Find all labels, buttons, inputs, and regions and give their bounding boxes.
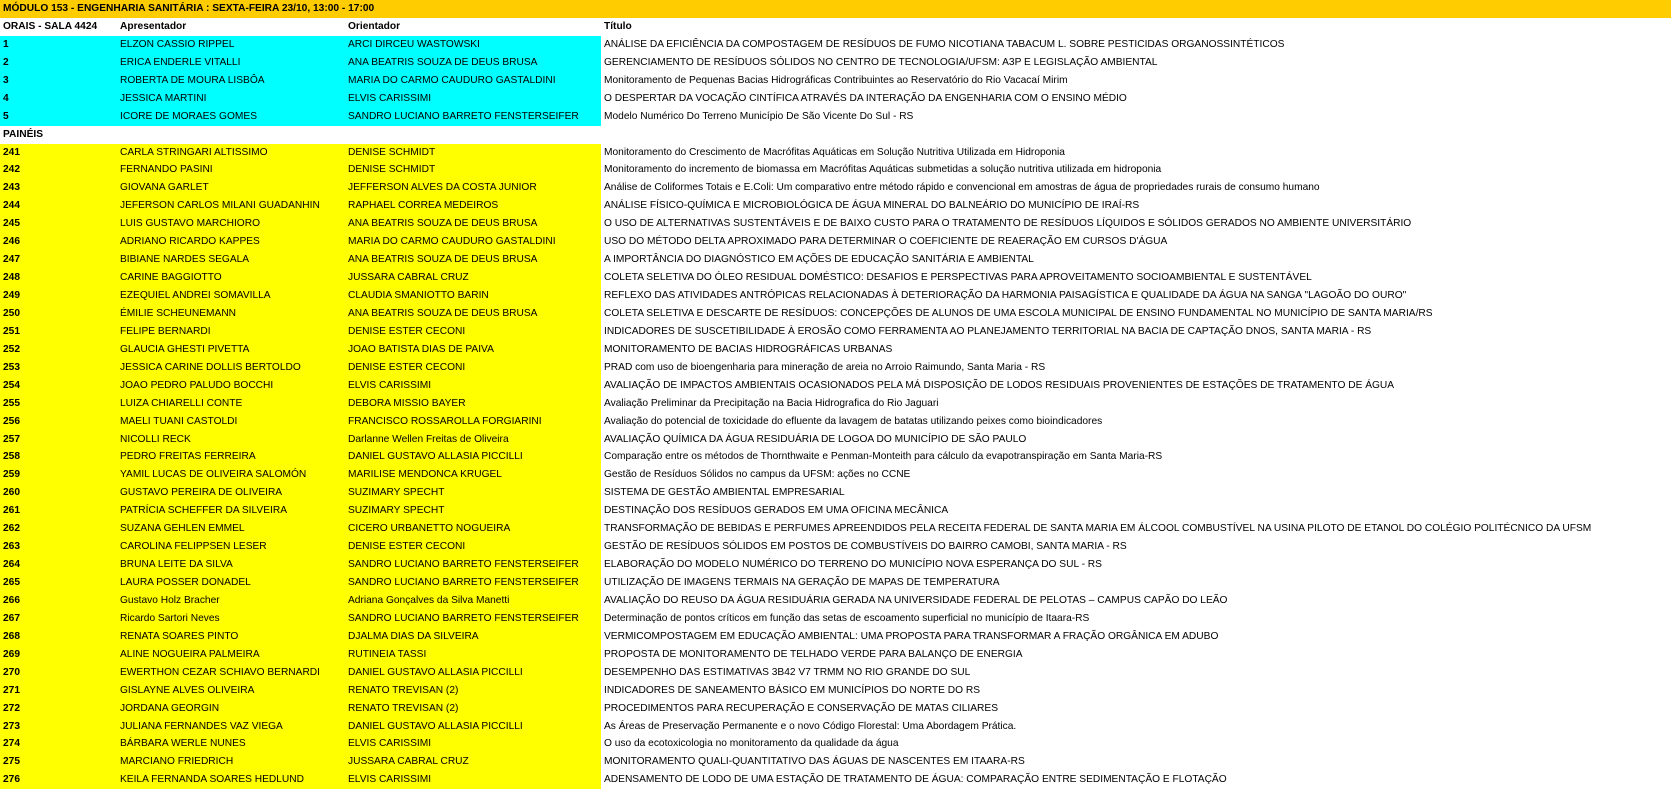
title-cell: Monitoramento de Pequenas Bacias Hidrográficas Contribuintes ao Reservatório do Rio Vacacaí Mirim [604, 74, 1068, 86]
row-number: 5 [0, 108, 117, 126]
row-number: 4 [0, 90, 117, 108]
presenter-cell: JULIANA FERNANDES VAZ VIEGA [117, 718, 345, 736]
presenter-cell: ROBERTA DE MOURA LISBÔA [117, 72, 345, 90]
table-row [0, 718, 1671, 736]
table-row [0, 54, 1671, 72]
presenter-cell: JOAO PEDRO PALUDO BOCCHI [117, 377, 345, 395]
table-row [0, 771, 1671, 789]
row-number: 1 [0, 36, 117, 54]
row-number: 246 [0, 233, 117, 251]
row-number: 258 [0, 448, 117, 466]
table-row [0, 341, 1671, 359]
table-row [0, 144, 1671, 162]
presenter-cell: GUSTAVO PEREIRA DE OLIVEIRA [117, 484, 345, 502]
table-row [0, 466, 1671, 484]
header-session: ORAIS - SALA 4424 [3, 20, 98, 32]
title-cell: GERENCIAMENTO DE RESÍDUOS SÓLIDOS NO CENTRO DE TECNOLOGIA/UFSM: A3P E LEGISLAÇÃO AMBIENTAL [604, 56, 1158, 68]
module-title-row [0, 0, 1671, 18]
presenter-cell: FERNANDO PASINI [117, 161, 345, 179]
title-cell: O DESPERTAR DA VOCAÇÃO CINTÍFICA ATRAVÉS DA INTERAÇÃO DA ENGENHARIA COM O ENSINO MÉDIO [604, 92, 1127, 104]
advisor-cell: ELVIS CARISSIMI [345, 377, 601, 395]
advisor-cell: ELVIS CARISSIMI [345, 735, 601, 753]
title-cell: Gestão de Resíduos Sólidos no campus da UFSM: ações no CCNE [604, 469, 911, 481]
panels-section-row [0, 126, 1671, 144]
presenter-cell: KEILA FERNANDA SOARES HEDLUND [117, 771, 345, 789]
presenter-cell: CARLA STRINGARI ALTISSIMO [117, 144, 345, 162]
row-number: 256 [0, 413, 117, 431]
advisor-cell: CLAUDIA SMANIOTTO BARIN [345, 287, 601, 305]
presenter-cell: BIBIANE NARDES SEGALA [117, 251, 345, 269]
row-number: 266 [0, 592, 117, 610]
table-row [0, 502, 1671, 520]
title-cell: REFLEXO DAS ATIVIDADES ANTRÓPICAS RELACIONADAS À DETERIORAÇÃO DA HARMONIA PAISAGÍSTICA E QUALIDADE DA ÁGUA NA SANGA "LAGOÃO DO OURO" [604, 290, 1407, 301]
table-row [0, 36, 1671, 54]
advisor-cell: JOAO BATISTA DIAS DE PAIVA [345, 341, 601, 359]
table-row [0, 520, 1671, 538]
table-row [0, 484, 1671, 502]
title-cell: AVALIAÇÃO DO REUSO DA ÁGUA RESIDUÁRIA GERADA NA UNIVERSIDADE FEDERAL DE PELOTAS – CAMPUS CAPÃO DO LEÃO [604, 594, 1228, 606]
title-cell: INDICADORES DE SANEAMENTO BÁSICO EM MUNICÍPIOS DO NORTE DO RS [604, 684, 981, 696]
table-row [0, 251, 1671, 269]
row-number: 262 [0, 520, 117, 538]
row-number: 245 [0, 215, 117, 233]
title-cell: TRANSFORMAÇÃO DE BEBIDAS E PERFUMES APREENDIDOS PELA RECEITA FEDERAL DE SANTA MARIA EM ÁLCOOL COMBUSTÍVEL NA USINA PILOTO DE ETANOL DO COLÉGIO POLITÉCNICO DA UFSM [604, 523, 1592, 535]
presenter-cell: LUIZA CHIARELLI CONTE [117, 395, 345, 413]
table-row [0, 735, 1671, 753]
title-cell: VERMICOMPOSTAGEM EM EDUCAÇÃO AMBIENTAL: UMA PROPOSTA PARA TRANSFORMAR A FRAÇÃO ORGÂNICA EM ADUBO [604, 630, 1219, 642]
title-cell: Comparação entre os métodos de Thornthwaite e Penman-Monteith para cálculo da evapotranspiração em Santa Maria-RS [604, 451, 1163, 463]
presenter-cell: ÉMILIE SCHEUNEMANN [117, 305, 345, 323]
presenter-cell: YAMIL LUCAS DE OLIVEIRA SALOMÓN [117, 466, 345, 484]
presenter-cell: Ricardo Sartori Neves [117, 610, 345, 628]
table-row [0, 753, 1671, 771]
presenter-cell: BRUNA LEITE DA SILVA [117, 556, 345, 574]
advisor-cell: SANDRO LUCIANO BARRETO FENSTERSEIFER [345, 556, 601, 574]
title-cell: GESTÃO DE RESÍDUOS SÓLIDOS EM POSTOS DE COMBUSTÍVEIS DO BAIRRO CAMOBI, SANTA MARIA - RS [604, 541, 1127, 553]
presenter-cell: ICORE DE MORAES GOMES [117, 108, 345, 126]
presenter-cell: LUIS GUSTAVO MARCHIORO [117, 215, 345, 233]
advisor-cell: RENATO TREVISAN (2) [345, 700, 601, 718]
header-advisor: Orientador [348, 20, 401, 32]
presenter-cell: CARINE BAGGIOTTO [117, 269, 345, 287]
title-cell: AVALIAÇÃO DE IMPACTOS AMBIENTAIS OCASIONADOS PELA MÁ DISPOSIÇÃO DE LODOS RESIDUAIS PROVENIENTES DE ESTAÇÕES DE TRATAMENTO DE ÁGUA [604, 379, 1395, 391]
row-number: 247 [0, 251, 117, 269]
table-row [0, 197, 1671, 215]
advisor-cell: ELVIS CARISSIMI [345, 771, 601, 789]
presenter-cell: JORDANA GEORGIN [117, 700, 345, 718]
presenter-cell: NICOLLI RECK [117, 431, 345, 449]
advisor-cell: DENISE ESTER CECONI [345, 359, 601, 377]
presenter-cell: EZEQUIEL ANDREI SOMAVILLA [117, 287, 345, 305]
row-number: 259 [0, 466, 117, 484]
row-number: 267 [0, 610, 117, 628]
advisor-cell: DANIEL GUSTAVO ALLASIA PICCILLI [345, 718, 601, 736]
row-number: 248 [0, 269, 117, 287]
presenter-cell: MAELI TUANI CASTOLDI [117, 413, 345, 431]
table-row [0, 610, 1671, 628]
advisor-cell: SUZIMARY SPECHT [345, 484, 601, 502]
row-number: 270 [0, 664, 117, 682]
title-cell: UTILIZAÇÃO DE IMAGENS TERMAIS NA GERAÇÃO DE MAPAS DE TEMPERATURA [604, 577, 1000, 588]
presenter-cell: EWERTHON CEZAR SCHIAVO BERNARDI [117, 664, 345, 682]
advisor-cell: RENATO TREVISAN (2) [345, 682, 601, 700]
advisor-cell: ELVIS CARISSIMI [345, 90, 601, 108]
presenter-cell: JESSICA CARINE DOLLIS BERTOLDO [117, 359, 345, 377]
row-number: 268 [0, 628, 117, 646]
row-number: 244 [0, 197, 117, 215]
row-number: 263 [0, 538, 117, 556]
advisor-cell: SANDRO LUCIANO BARRETO FENSTERSEIFER [345, 108, 601, 126]
table-row [0, 179, 1671, 197]
title-cell: As Áreas de Preservação Permanente e o novo Código Florestal: Uma Abordagem Prática. [604, 720, 1017, 732]
title-cell: PROPOSTA DE MONITORAMENTO DE TELHADO VERDE PARA BALANÇO DE ENERGIA [604, 648, 1023, 660]
row-number: 254 [0, 377, 117, 395]
title-cell: DESEMPENHO DAS ESTIMATIVAS 3B42 V7 TRMM NO RIO GRANDE DO SUL [604, 666, 971, 678]
presenter-cell: JEFERSON CARLOS MILANI GUADANHIN [117, 197, 345, 215]
row-number: 252 [0, 341, 117, 359]
advisor-cell: JUSSARA CABRAL CRUZ [345, 269, 601, 287]
table-row [0, 108, 1671, 126]
title-cell: Avaliação do potencial de toxicidade do efluente da lavagem de batatas utilizando peixes como bioindicadores [604, 415, 1103, 427]
row-number: 249 [0, 287, 117, 305]
header-presenter: Apresentador [120, 20, 187, 32]
table-row [0, 413, 1671, 431]
title-cell: PROCEDIMENTOS PARA RECUPERAÇÃO E CONSERVAÇÃO DE MATAS CILIARES [604, 702, 998, 714]
row-number: 251 [0, 323, 117, 341]
table-row [0, 72, 1671, 90]
presenter-cell: MARCIANO FRIEDRICH [117, 753, 345, 771]
table-row [0, 592, 1671, 610]
row-number: 253 [0, 359, 117, 377]
presenter-cell: GLAUCIA GHESTI PIVETTA [117, 341, 345, 359]
table-row [0, 646, 1671, 664]
presenter-cell: JESSICA MARTINI [117, 90, 345, 108]
table-row [0, 359, 1671, 377]
row-number: 243 [0, 179, 117, 197]
advisor-cell: SANDRO LUCIANO BARRETO FENSTERSEIFER [345, 574, 601, 592]
title-cell: AVALIAÇÃO QUÍMICA DA ÁGUA RESIDUÁRIA DE LOGOA DO MUNICÍPIO DE SÃO PAULO [604, 433, 1027, 445]
advisor-cell: ANA BEATRIS SOUZA DE DEUS BRUSA [345, 54, 601, 72]
row-number: 273 [0, 718, 117, 736]
row-number: 264 [0, 556, 117, 574]
row-number: 274 [0, 735, 117, 753]
module-title: MÓDULO 153 - ENGENHARIA SANITÁRIA : SEXTA-FEIRA 23/10, 13:00 - 17:00 [3, 3, 375, 14]
presenter-cell: CAROLINA FELIPPSEN LESER [117, 538, 345, 556]
table-row [0, 448, 1671, 466]
advisor-cell: Darlanne Wellen Freitas de Oliveira [345, 431, 601, 449]
title-cell: SISTEMA DE GESTÃO AMBIENTAL EMPRESARIAL [604, 487, 845, 499]
table-row [0, 323, 1671, 341]
table-row [0, 161, 1671, 179]
advisor-cell: DENISE SCHMIDT [345, 144, 601, 162]
title-cell: Monitoramento do incremento de biomassa em Macrófitas Aquáticas submetidas a solução nutritiva utilizada em hidroponia [604, 164, 1162, 176]
title-cell: COLETA SELETIVA DO ÓLEO RESIDUAL DOMÉSTICO: DESAFIOS E PERSPECTIVAS PARA APROVEITAMENTO SOCIOAMBIENTAL E SUSTENTÁVEL [604, 272, 1312, 284]
advisor-cell: CICERO URBANETTO NOGUEIRA [345, 520, 601, 538]
title-cell: Monitoramento do Crescimento de Macrófitas Aquáticas em Solução Nutritiva Utilizada em Hidroponia [604, 146, 1065, 158]
presenter-cell: GIOVANA GARLET [117, 179, 345, 197]
advisor-cell: MARILISE MENDONCA KRUGEL [345, 466, 601, 484]
row-number: 272 [0, 700, 117, 718]
table-row [0, 682, 1671, 700]
title-cell: ANÁLISE DA EFICIÊNCIA DA COMPOSTAGEM DE RESÍDUOS DE FUMO NICOTIANA TABACUM L. SOBRE PESTICIDAS ORGANOSSINTÉTICOS [604, 38, 1285, 50]
presenter-cell: PATRÍCIA SCHEFFER DA SILVEIRA [117, 502, 345, 520]
presenter-cell: Gustavo Holz Bracher [117, 592, 345, 610]
row-number: 250 [0, 305, 117, 323]
table-row [0, 538, 1671, 556]
title-cell: PRAD com uso de bioengenharia para mineração de areia no Arroio Raimundo, Santa Maria - RS [604, 361, 1046, 373]
table-row [0, 574, 1671, 592]
title-cell: A IMPORTÂNCIA DO DIAGNÓSTICO EM AÇÕES DE EDUCAÇÃO SANITÁRIA E AMBIENTAL [604, 254, 1034, 266]
advisor-cell: DENISE ESTER CECONI [345, 323, 601, 341]
header-title: Título [604, 20, 632, 32]
row-number: 255 [0, 395, 117, 413]
title-cell: MONITORAMENTO DE BACIAS HIDROGRÁFICAS URBANAS [604, 343, 893, 355]
presenter-cell: ALINE NOGUEIRA PALMEIRA [117, 646, 345, 664]
presenter-cell: FELIPE BERNARDI [117, 323, 345, 341]
advisor-cell: ANA BEATRIS SOUZA DE DEUS BRUSA [345, 251, 601, 269]
advisor-cell: ARCI DIRCEU WASTOWSKI [345, 36, 601, 54]
advisor-cell: JEFFERSON ALVES DA COSTA JUNIOR [345, 179, 601, 197]
title-cell: ANÁLISE FÍSICO-QUÍMICA E MICROBIOLÓGICA DE ÁGUA MINERAL DO BALNEÁRIO DO MUNICÍPIO DE IRAÍ-RS [604, 200, 1140, 212]
advisor-cell: DANIEL GUSTAVO ALLASIA PICCILLI [345, 664, 601, 682]
advisor-cell: SANDRO LUCIANO BARRETO FENSTERSEIFER [345, 610, 601, 628]
presenter-cell: ADRIANO RICARDO KAPPES [117, 233, 345, 251]
row-number: 3 [0, 72, 117, 90]
table-row [0, 556, 1671, 574]
table-row [0, 269, 1671, 287]
title-cell: Análise de Coliformes Totais e E.Coli: Um comparativo entre método rápido e convencional em amostras de água de propriedades rurais de consumo humano [604, 182, 1320, 194]
advisor-cell: ANA BEATRIS SOUZA DE DEUS BRUSA [345, 215, 601, 233]
row-number: 265 [0, 574, 117, 592]
table-row [0, 287, 1671, 305]
title-cell: INDICADORES DE SUSCETIBILIDADE À EROSÃO COMO FERRAMENTA AO PLANEJAMENTO TERRITORIAL NA BACIA DE CAPTAÇÃO DNOS, SANTA MARIA - RS [604, 325, 1372, 337]
panels-section-label: PAINÉIS [3, 128, 44, 140]
advisor-cell: RAPHAEL CORREA MEDEIROS [345, 197, 601, 215]
advisor-cell: DANIEL GUSTAVO ALLASIA PICCILLI [345, 448, 601, 466]
row-number: 275 [0, 753, 117, 771]
advisor-cell: FRANCISCO ROSSAROLLA FORGIARINI [345, 413, 601, 431]
row-number: 260 [0, 484, 117, 502]
title-cell: MONITORAMENTO QUALI-QUANTITATIVO DAS ÁGUAS DE NASCENTES EM ITAARA-RS [604, 756, 1025, 768]
table-row [0, 233, 1671, 251]
title-cell: ADENSAMENTO DE LODO DE UMA ESTAÇÃO DE TRATAMENTO DE ÁGUA: COMPARAÇÃO ENTRE SEDIMENTAÇÃO E FLOTAÇÃO [604, 774, 1227, 786]
presenter-cell: BÁRBARA WERLE NUNES [117, 735, 345, 753]
advisor-cell: MARIA DO CARMO CAUDURO GASTALDINI [345, 72, 601, 90]
title-cell: Modelo Numérico Do Terreno Município De São Vicente Do Sul - RS [604, 110, 914, 122]
table-row [0, 215, 1671, 233]
title-cell: COLETA SELETIVA E DESCARTE DE RESÍDUOS: CONCEPÇÕES DE ALUNOS DE UMA ESCOLA MUNICIPAL DE ENSINO FUNDAMENTAL NO MUNICÍPIO DE SANTA MARIA/RS [604, 307, 1433, 319]
advisor-cell: Adriana Gonçalves da Silva Manetti [345, 592, 601, 610]
row-number: 276 [0, 771, 117, 789]
row-number: 271 [0, 682, 117, 700]
advisor-cell: MARIA DO CARMO CAUDURO GASTALDINI [345, 233, 601, 251]
presenter-cell: GISLAYNE ALVES OLIVEIRA [117, 682, 345, 700]
table-row [0, 700, 1671, 718]
advisor-cell: RUTINEIA TASSI [345, 646, 601, 664]
row-number: 269 [0, 646, 117, 664]
title-cell: O USO DE ALTERNATIVAS SUSTENTÁVEIS E DE BAIXO CUSTO PARA O TRATAMENTO DE RESÍDUOS LÍQUIDOS E SÓLIDOS GERADOS NO AMBIENTE UNIVERSITÁRIO [604, 218, 1412, 230]
presenter-cell: LAURA POSSER DONADEL [117, 574, 345, 592]
advisor-cell: ANA BEATRIS SOUZA DE DEUS BRUSA [345, 305, 601, 323]
table-row [0, 431, 1671, 449]
title-cell: Avaliação Preliminar da Precipitação na Bacia Hidrografica do Rio Jaguari [604, 397, 939, 409]
presenter-cell: RENATA SOARES PINTO [117, 628, 345, 646]
title-cell: USO DO MÉTODO DELTA APROXIMADO PARA DETERMINAR O COEFICIENTE DE REAERAÇÃO EM CURSOS D'ÁGUA [604, 236, 1168, 248]
header-row [0, 18, 1671, 36]
table-row [0, 664, 1671, 682]
advisor-cell: SUZIMARY SPECHT [345, 502, 601, 520]
title-cell: DESTINAÇÃO DOS RESÍDUOS GERADOS EM UMA OFICINA MECÂNICA [604, 505, 949, 517]
row-number: 257 [0, 431, 117, 449]
advisor-cell: DEBORA MISSIO BAYER [345, 395, 601, 413]
table-row [0, 628, 1671, 646]
panel-presentations-list [0, 144, 1671, 790]
row-number: 241 [0, 144, 117, 162]
table-row [0, 395, 1671, 413]
title-cell: ELABORAÇÃO DO MODELO NUMÉRICO DO TERRENO DO MUNICÍPIO NOVA ESPERANÇA DO SUL - RS [604, 559, 1102, 571]
advisor-cell: JUSSARA CABRAL CRUZ [345, 753, 601, 771]
title-cell: O uso da ecotoxicologia no monitoramento da qualidade da água [604, 738, 899, 750]
presenter-cell: SUZANA GEHLEN EMMEL [117, 520, 345, 538]
row-number: 261 [0, 502, 117, 520]
oral-presentations-list [0, 36, 1671, 126]
advisor-cell: DJALMA DIAS DA SILVEIRA [345, 628, 601, 646]
table-row [0, 305, 1671, 323]
row-number: 2 [0, 54, 117, 72]
table-row [0, 90, 1671, 108]
presenter-cell: ELZON CASSIO RIPPEL [117, 36, 345, 54]
row-number: 242 [0, 161, 117, 179]
advisor-cell: DENISE SCHMIDT [345, 161, 601, 179]
presenter-cell: ERICA ENDERLE VITALLI [117, 54, 345, 72]
table-row [0, 377, 1671, 395]
title-cell: Determinação de pontos críticos em função das setas de escoamento superficial no município de Itaara-RS [604, 612, 1090, 624]
presenter-cell: PEDRO FREITAS FERREIRA [117, 448, 345, 466]
advisor-cell: DENISE ESTER CECONI [345, 538, 601, 556]
